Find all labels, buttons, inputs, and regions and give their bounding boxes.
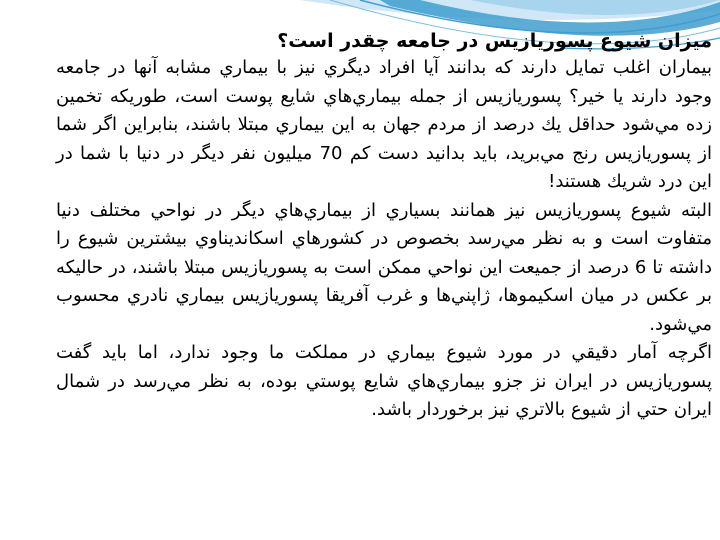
paragraph-3: اگرچه آمار دقيقي در مورد شيوع بيماري در مملكت ما وجود ندارد، اما بايد گفت پسوريازيس در ايران نز جزو بيماري‌هاي شايع پوستي بوده، به نظر مي‌رسد در شمال ايران حتي از شيوع بالاتري نيز برخوردار باشد.: [56, 342, 712, 420]
paragraph-1: بيماران اغلب تمايل دارند كه بدانند آيا افراد ديگري نيز با بيماري مشابه آنها در جامعه وجود دارند يا خير؟ پسوريازيس از جمله بيماري‌هاي شايع پوست است، طوريكه تخمين زده مي‌شود حداقل يك درصد از مردم جهان به اين بيماري مبتلا باشند، بنابراين اگر شما از پسوريازيس رنج مي‌بريد، بايد بدانيد دست كم 70 ميليون نفر ديگر در دنيا با شما در اين درد شريك هستند!: [56, 57, 712, 192]
paragraph-2: البته شيوع پسوريازيس نيز همانند بسياري از بيماري‌هاي ديگر در نواحي مختلف دنيا متفاوت است و به نظر مي‌رسد بخصوص در كشورهاي اسكانديناوي بيشترين شيوع را داشته تا 6 درصد از جميعت اين نواحي ممكن است به پسوريازيس مبتلا باشند، در حاليكه بر عكس در ميان اسكيموها، ژاپني‌ها و غرب آفريقا پسوريازيس بيماري نادري محسوب مي‌شود.: [56, 199, 712, 335]
slide-title: ميزان شيوع پسوريازيس در جامعه چقدر است؟: [277, 30, 712, 52]
slide-content: [56, 28, 712, 425]
